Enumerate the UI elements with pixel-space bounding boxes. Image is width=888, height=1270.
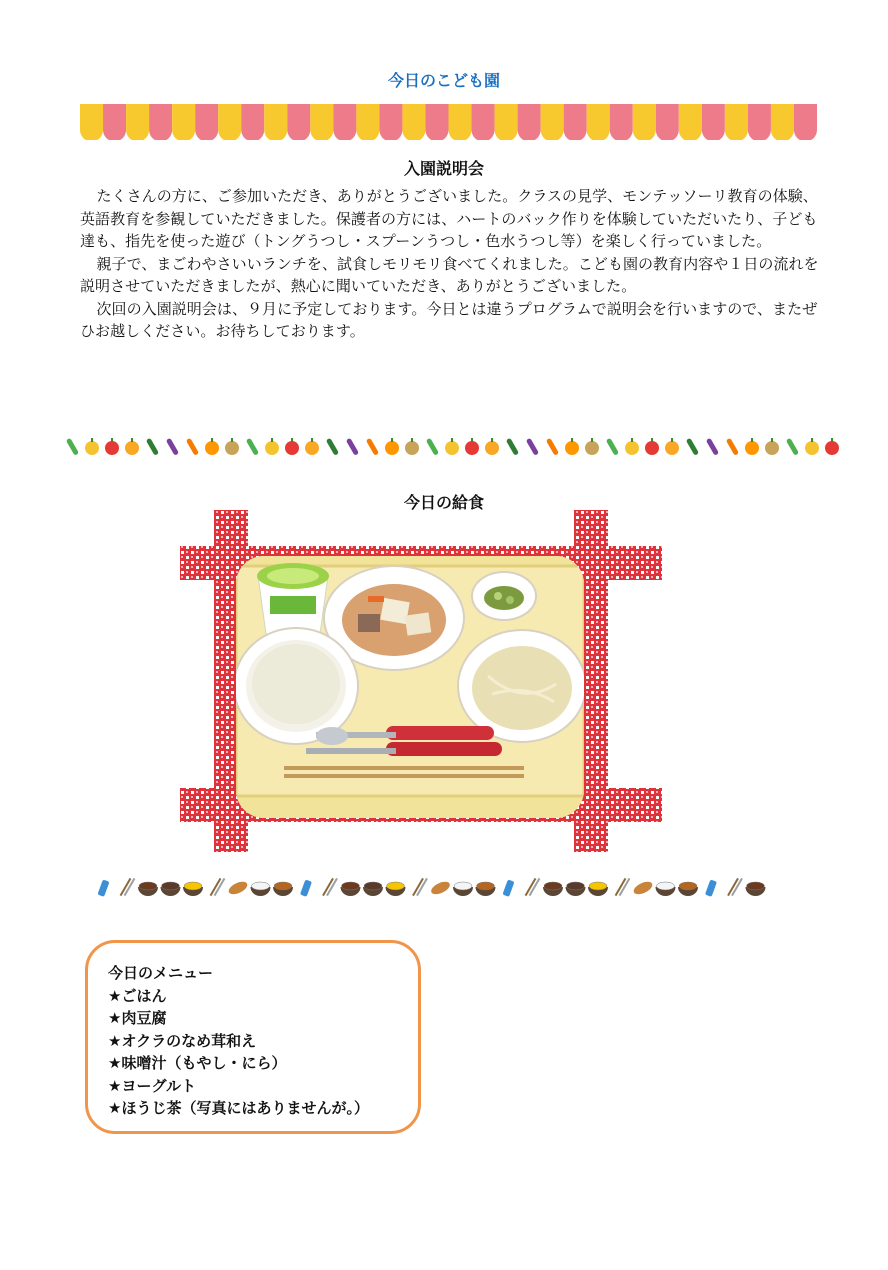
curry-icon xyxy=(678,882,698,896)
chopsticks-icon xyxy=(727,878,743,896)
omelette-icon xyxy=(588,882,608,896)
page-title: 今日のこども園 xyxy=(387,71,500,90)
awning-stripe xyxy=(172,104,195,140)
potato-icon xyxy=(765,438,779,455)
rice-bowl-icon xyxy=(453,882,473,896)
tomato-icon xyxy=(825,438,839,455)
carrot-icon xyxy=(366,438,379,456)
tomato-icon xyxy=(645,438,659,455)
awning-stripe xyxy=(149,104,172,140)
awning-stripe xyxy=(287,104,310,140)
awning-stripe xyxy=(702,104,725,140)
awning-stripe xyxy=(794,104,817,140)
vegetable-border xyxy=(62,434,852,460)
okra-bowl xyxy=(472,572,536,620)
corn-icon xyxy=(85,438,99,455)
briefing-title: 入園説明会 xyxy=(403,159,484,178)
awning-stripe xyxy=(771,104,794,140)
awning-stripe xyxy=(126,104,149,140)
briefing-text xyxy=(80,185,820,343)
potato-icon xyxy=(225,438,239,455)
chopsticks-icon xyxy=(525,878,541,896)
lunch-photo xyxy=(236,556,584,818)
awning-stripe xyxy=(633,104,656,140)
fork-spoon-icon xyxy=(412,878,428,896)
tomato-icon xyxy=(285,438,299,455)
miso-bowl-icon xyxy=(363,882,383,896)
curry-icon xyxy=(476,882,496,896)
awning-stripe xyxy=(610,104,633,140)
menu-item: ★ほうじ茶（写真にはありませんが。） xyxy=(108,1099,369,1117)
menu-heading: 今日のメニュー xyxy=(108,964,214,982)
bread-icon xyxy=(429,879,451,897)
curry-icon xyxy=(273,882,293,896)
awning-stripe xyxy=(218,104,241,140)
bell-pepper-icon xyxy=(665,438,679,455)
green-onion-icon xyxy=(426,438,439,456)
hamburg-icon xyxy=(341,882,361,896)
fork-spoon-icon xyxy=(615,878,631,896)
menu-item: ★味噌汁（もやし・にら） xyxy=(108,1054,287,1072)
awning-stripe xyxy=(748,104,771,140)
corn-icon xyxy=(265,438,279,455)
awning-stripe xyxy=(518,104,541,140)
drink-icon xyxy=(502,879,514,896)
chopsticks-icon xyxy=(322,878,338,896)
orange-icon xyxy=(565,438,579,455)
drink-icon xyxy=(705,879,717,896)
food-icon-border xyxy=(92,874,782,900)
hamburg-icon xyxy=(138,882,158,896)
bell-pepper-icon xyxy=(485,438,499,455)
cucumber-icon xyxy=(686,438,699,456)
yogurt-cup xyxy=(257,563,329,634)
orange-icon xyxy=(385,438,399,455)
green-onion-icon xyxy=(786,438,799,456)
awning-stripe xyxy=(587,104,610,140)
striped-awning-banner xyxy=(80,104,817,140)
menu-list xyxy=(108,962,369,1120)
orange-icon xyxy=(745,438,759,455)
awning-stripe xyxy=(264,104,287,140)
rice-bowl-icon xyxy=(251,882,271,896)
hamburg-icon xyxy=(543,882,563,896)
green-onion-icon xyxy=(246,438,259,456)
awning-stripe xyxy=(402,104,425,140)
green-onion-icon xyxy=(606,438,619,456)
briefing-paragraph-3: 次回の入園説明会は、９月に予定しております。今日とは違うプログラムで説明会を行いますので、またぜひお越しください。お待ちしております。 xyxy=(80,299,818,340)
tomato-icon xyxy=(465,438,479,455)
awning-stripe xyxy=(495,104,518,140)
awning-stripe xyxy=(425,104,448,140)
awning-stripe xyxy=(564,104,587,140)
awning-stripe xyxy=(541,104,564,140)
corn-icon xyxy=(805,438,819,455)
carrot-icon xyxy=(726,438,739,456)
cucumber-icon xyxy=(506,438,519,456)
drink-icon xyxy=(97,879,109,896)
awning-stripe xyxy=(310,104,333,140)
carrot-icon xyxy=(186,438,199,456)
bell-pepper-icon xyxy=(125,438,139,455)
eggplant-icon xyxy=(166,438,179,456)
rice-bowl xyxy=(236,628,358,744)
lunch-title: 今日の給食 xyxy=(403,493,484,512)
menu-item: ★オクラのなめ茸和え xyxy=(108,1031,257,1050)
potato-icon xyxy=(585,438,599,455)
eggplant-icon xyxy=(706,438,719,456)
awning-stripe xyxy=(472,104,495,140)
awning-stripe xyxy=(241,104,264,140)
fork-spoon-icon xyxy=(210,878,226,896)
awning-stripe xyxy=(379,104,402,140)
briefing-paragraph-2: 親子で、まごわやさいいランチを、試食しモリモリ食べてくれました。こども園の教育内容や１日の流れを説明させていただきましたが、熱心に聞いていただき、ありがとうございました。 xyxy=(80,254,819,295)
drink-icon xyxy=(300,879,312,896)
awning-stripe xyxy=(103,104,126,140)
cucumber-icon xyxy=(146,438,159,456)
awning-stripe xyxy=(195,104,218,140)
rice-bowl-icon xyxy=(656,882,676,896)
awning-stripe xyxy=(80,104,103,140)
awning-stripe xyxy=(333,104,356,140)
awning-stripe xyxy=(656,104,679,140)
corn-icon xyxy=(445,438,459,455)
bread-icon xyxy=(227,879,249,897)
hamburg-icon xyxy=(746,882,766,896)
miso-bowl-icon xyxy=(566,882,586,896)
miso-bowl-icon xyxy=(161,882,181,896)
awning-stripe xyxy=(356,104,379,140)
bell-pepper-icon xyxy=(305,438,319,455)
eggplant-icon xyxy=(346,438,359,456)
eggplant-icon xyxy=(526,438,539,456)
green-onion-icon xyxy=(66,438,79,456)
awning-stripe xyxy=(679,104,702,140)
briefing-paragraph-1: たくさんの方に、ご参加いただき、ありがとうございました。クラスの見学、モンテッソーリ教育の体験、英語教育を参観していただきました。保護者の方には、ハートのバック作りを体験していただいたり、子ども達も、指先を使った遊び（トングうつし・スプーンうつし・色水うつし等）を楽しく行っていました。 xyxy=(80,187,818,250)
orange-icon xyxy=(205,438,219,455)
awning-stripe xyxy=(449,104,472,140)
corn-icon xyxy=(625,438,639,455)
omelette-icon xyxy=(183,882,203,896)
potato-icon xyxy=(405,438,419,455)
tomato-icon xyxy=(105,438,119,455)
menu-item: ★肉豆腐 xyxy=(108,1009,167,1027)
omelette-icon xyxy=(386,882,406,896)
miso-soup-bowl xyxy=(458,630,584,742)
bread-icon xyxy=(632,879,654,897)
awning-stripe xyxy=(725,104,748,140)
menu-item: ★ごはん xyxy=(108,986,167,1005)
carrot-icon xyxy=(546,438,559,456)
menu-item: ★ヨーグルト xyxy=(108,1076,196,1095)
cucumber-icon xyxy=(326,438,339,456)
chopsticks-icon xyxy=(120,878,136,896)
